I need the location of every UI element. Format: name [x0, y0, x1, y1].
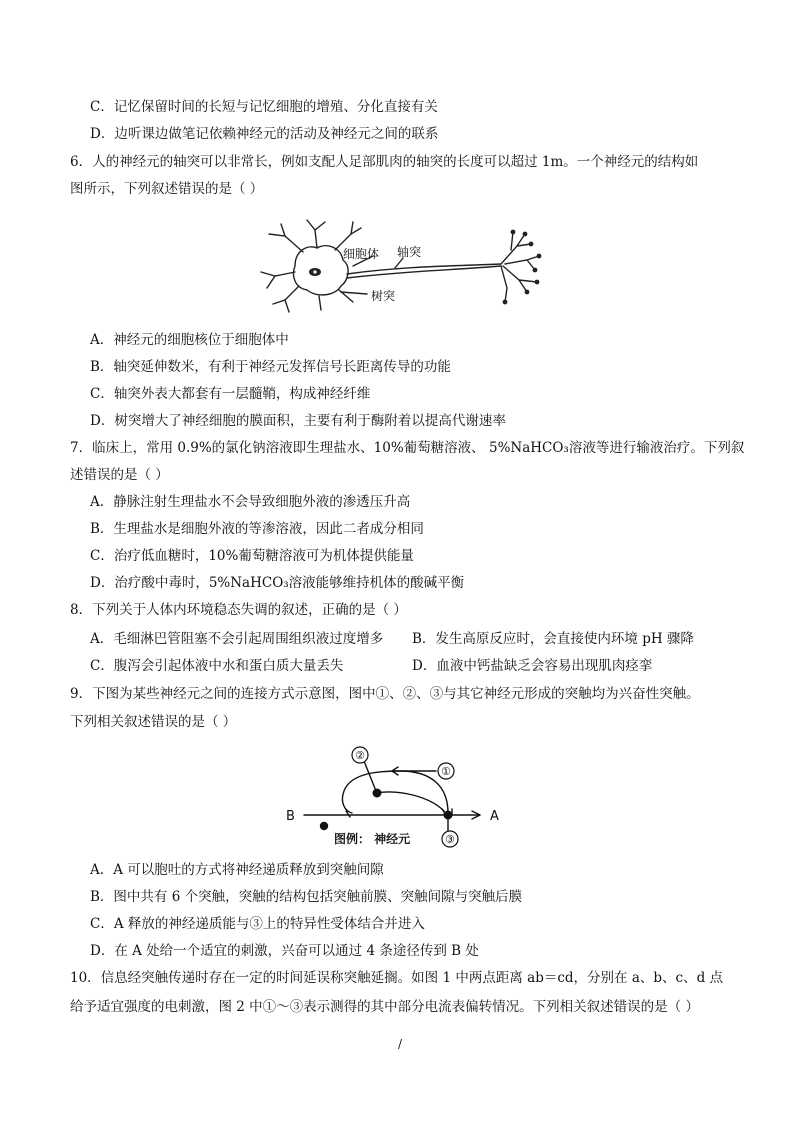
- label-B: B: [286, 809, 295, 824]
- label-A: A: [490, 809, 499, 824]
- q9-option-d: D．在 A 处给一个适宜的刺激，兴奋可以通过 4 条途径传到 B 处: [90, 943, 479, 959]
- q6-option-a: A．神经元的细胞核位于细胞体中: [90, 332, 289, 348]
- q7-stem-line2: 述错误的是（ ）: [70, 467, 169, 483]
- q10-stem-line2: 给予适宜强度的电刺激，图 2 中①～③表示测得的其中部分电流表偏转情况。下列相关叙述错误的是（ ）: [70, 999, 699, 1015]
- q7-option-c: C．治疗低血糖时，10%葡萄糖溶液可为机体提供能量: [90, 548, 414, 564]
- q6-option-c: C．轴突外表大都套有一层髓鞘，构成神经纤维: [90, 386, 371, 402]
- q6-stem-line1: 6．人的神经元的轴突可以非常长，例如支配人足部肌肉的轴突的长度可以超过 1m。一个神经元的结构如: [70, 154, 699, 170]
- q9-option-b: B．图中共有 6 个突触，突触的结构包括突触前膜、突触间隙与突触后膜: [90, 889, 523, 905]
- q5-option-c: C．记忆保留时间的长短与记忆细胞的增殖、分化直接有关: [90, 99, 438, 115]
- figure-legend: 图例： 神经元: [334, 832, 411, 846]
- q7-option-d: D．治疗酸中毒时，5%NaHCO₃溶液能够维持机体的酸碱平衡: [90, 575, 465, 591]
- q9-option-c: C．A 释放的神经递质能与③上的特异性受体结合并进入: [90, 916, 425, 932]
- q9-option-a: A．A 可以胞吐的方式将神经递质释放到突触间隙: [90, 862, 384, 878]
- label-cell-body: 细胞体: [343, 247, 380, 261]
- page-number: /: [398, 1037, 403, 1051]
- q9-stem-line1: 9．下图为某些神经元之间的连接方式示意图，图中①、②、③与其它神经元形成的突触均为兴奋性突触。: [70, 686, 700, 702]
- synapse-connection-figure: [280, 745, 510, 851]
- q6-stem-line2: 图所示，下列叙述错误的是（ ）: [70, 181, 264, 197]
- q8-stem: 8．下列关于人体内环境稳态失调的叙述，正确的是（ ）: [70, 602, 407, 618]
- q7-stem-line1: 7．临床上，常用 0.9%的氯化钠溶液即生理盐水、10%葡萄糖溶液、 5%NaHCO₃溶液等进行输液治疗。下列叙: [70, 440, 745, 456]
- q9-stem-line2: 下列相关叙述错误的是（ ）: [70, 714, 237, 730]
- q10-stem-line1: 10．信息经突触传递时存在一定的时间延误称突触延搁。如图 1 中两点距离 ab＝cd，分别在 a、b、c、d 点: [70, 970, 724, 986]
- q8-option-c: C．腹泻会引起体液中水和蛋白质大量丢失: [90, 658, 344, 674]
- label-circle-2: ②: [355, 749, 365, 762]
- q7-option-a: A．静脉注射生理盐水不会导致细胞外液的渗透压升高: [90, 494, 411, 510]
- q8-option-d: D．血液中钙盐缺乏会容易出现肌肉痉挛: [412, 658, 653, 674]
- q6-option-d: D．树突增大了神经细胞的膜面积，主要有利于酶附着以提高代谢速率: [90, 413, 506, 429]
- neuron-structure-figure: [255, 216, 545, 316]
- label-axon: 轴突: [397, 245, 422, 259]
- q7-option-b: B．生理盐水是细胞外液的等渗溶液，因此二者成分相同: [90, 521, 424, 537]
- label-dendrite: 树突: [371, 289, 396, 303]
- q8-option-a: A．毛细淋巴管阻塞不会引起周围组织液过度增多: [90, 631, 384, 647]
- q6-option-b: B．轴突延伸数米，有利于神经元发挥信号长距离传导的功能: [90, 359, 451, 375]
- q5-option-d: D．边听课边做笔记依赖神经元的活动及神经元之间的联系: [90, 126, 439, 142]
- label-circle-3: ③: [445, 833, 455, 846]
- label-circle-1: ①: [441, 765, 451, 778]
- q8-option-b: B．发生高原反应时，会直接使内环境 pH 骤降: [412, 631, 694, 647]
